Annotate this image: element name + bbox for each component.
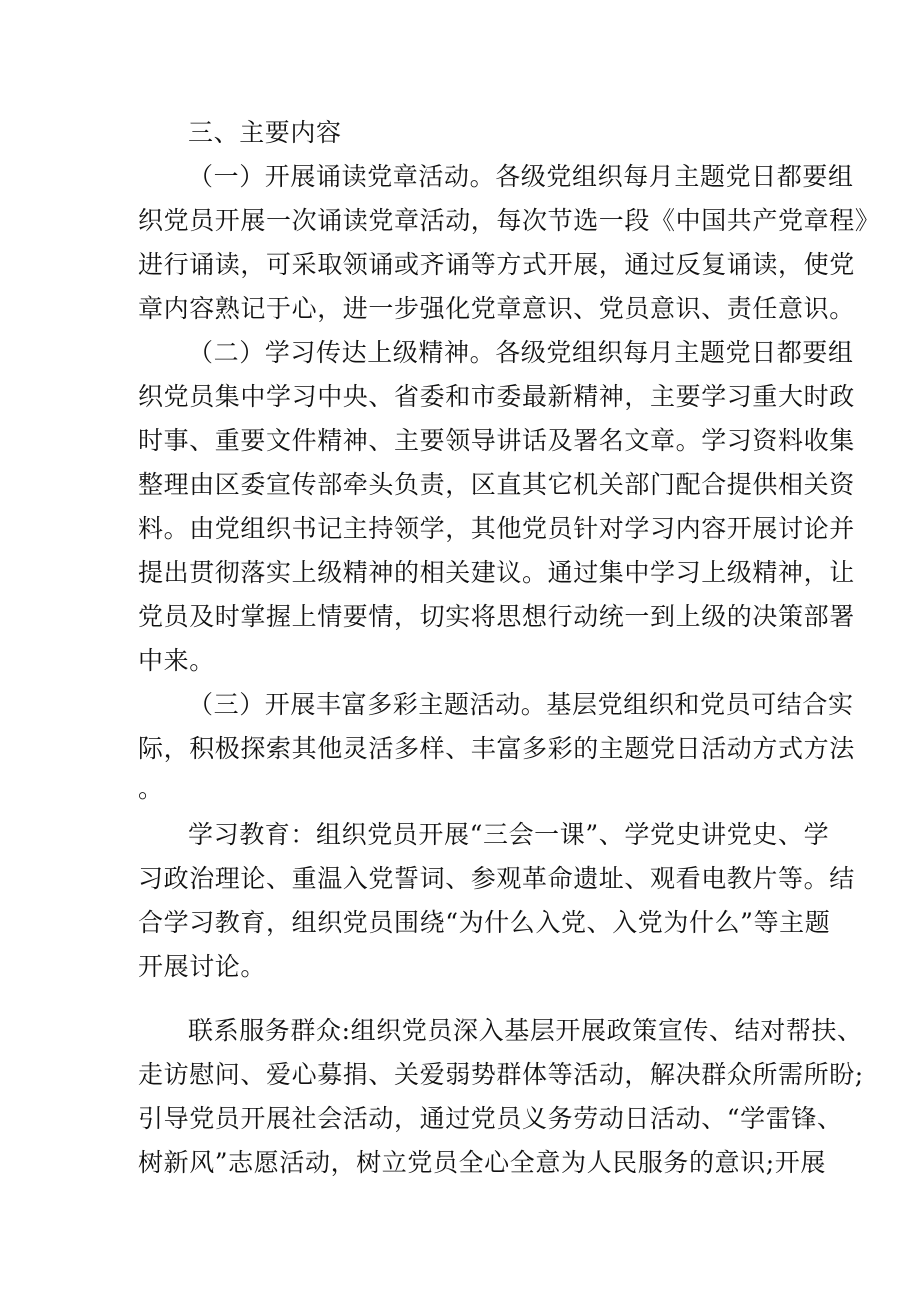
paragraph-line: 提出贯彻落实上级精神的相关建议。通过集中学习上级精神，让 <box>138 558 855 587</box>
paragraph-line: 习政治理论、重温入党誓词、参观革命遗址、观看电教片等。结 <box>138 864 855 893</box>
paragraph-line: 走访慰问、爱心募捐、关爱弱势群体等活动，解决群众所需所盼; <box>138 1060 864 1089</box>
paragraph-line: 时事、重要文件精神、主要领导讲话及署名文章。学习资料收集 <box>138 426 855 455</box>
paragraph-line: （一）开展诵读党章活动。各级党组织每月主题党日都要组 <box>188 162 854 191</box>
paragraph-line: 学习教育：组织党员开展“三会一课”、学党史讲党史、学 <box>188 820 830 849</box>
paragraph-line: 合学习教育，组织党员围绕“为什么入党、入党为什么”等主题 <box>138 908 831 937</box>
paragraph-line: 章内容熟记于心，进一步强化党章意识、党员意识、责任意识。 <box>138 294 855 323</box>
paragraph-line: 中来。 <box>138 646 215 675</box>
paragraph-line: 进行诵读，可采取领诵或齐诵等方式开展，通过反复诵读，使党 <box>138 250 855 279</box>
paragraph-line: 开展讨论。 <box>138 952 267 981</box>
paragraph-line: 树新风”志愿活动，树立党员全心全意为人民服务的意识;开展 <box>138 1148 827 1177</box>
paragraph-line: 际，积极探索其他灵活多样、丰富多彩的主题党日活动方式方法 <box>138 734 855 763</box>
section-heading: 三、主要内容 <box>188 118 342 147</box>
paragraph-line: 党员及时掌握上情要情，切实将思想行动统一到上级的决策部署 <box>138 602 855 631</box>
paragraph-line: 织党员集中学习中央、省委和市委最新精神，主要学习重大时政 <box>138 382 855 411</box>
paragraph-line: 引导党员开展社会活动，通过党员义务劳动日活动、“学雷锋、 <box>138 1104 843 1133</box>
paragraph-line: 料。由党组织书记主持领学，其他党员针对学习内容开展讨论并 <box>138 514 855 543</box>
paragraph-line: 织党员开展一次诵读党章活动，每次节选一段《中国共产党章程》 <box>138 206 881 235</box>
paragraph-line: 整理由区委宣传部牵头负责，区直其它机关部门配合提供相关资 <box>138 470 855 499</box>
paragraph-line: （二）学习传达上级精神。各级党组织每月主题党日都要组 <box>188 338 854 367</box>
paragraph-line: 。 <box>138 774 164 803</box>
paragraph-line: 联系服务群众:组织党员深入基层开展政策宣传、结对帮扶、 <box>188 1016 863 1045</box>
paragraph-line: （三）开展丰富多彩主题活动。基层党组织和党员可结合实 <box>188 690 854 719</box>
